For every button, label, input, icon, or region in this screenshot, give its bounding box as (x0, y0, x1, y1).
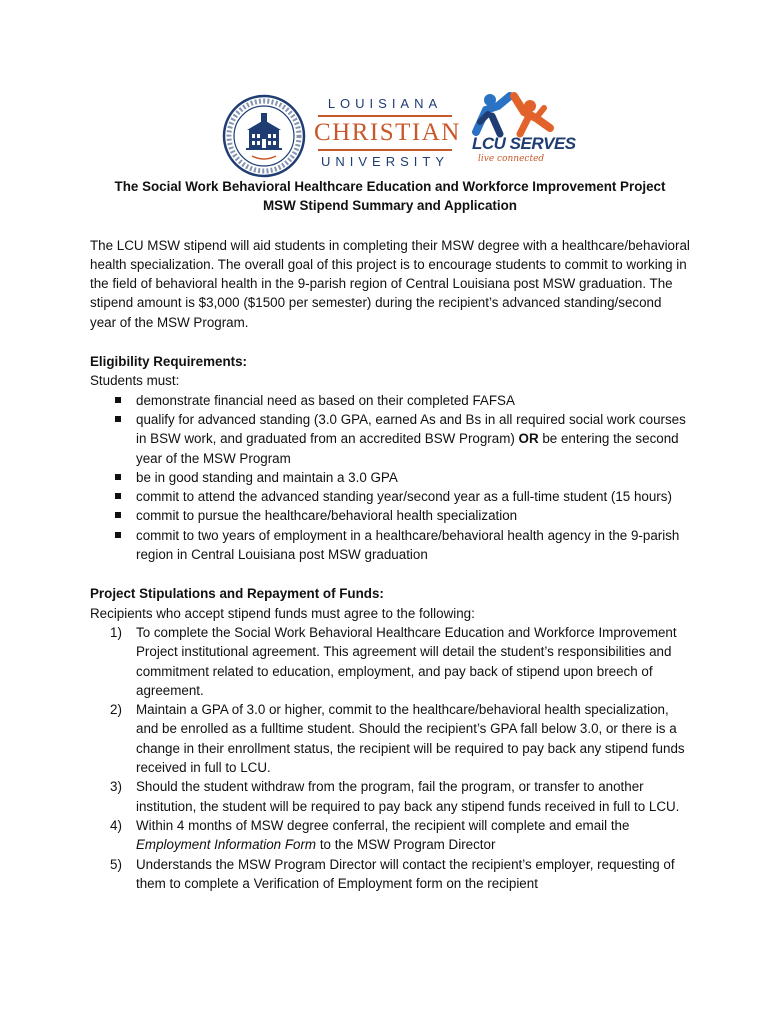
title-line-2: MSW Stipend Summary and Application (263, 198, 517, 214)
emphasis-or: OR (518, 431, 539, 447)
wordmark-christian: CHRISTIAN (314, 119, 461, 146)
stipulations-list (90, 623, 690, 893)
list-item: 3) Should the student withdraw from the program, fail the program, or transfer to another institution, the student will be required to pay back any stipend funds received in full to LCU. (110, 779, 680, 814)
wordmark-rule-bottom (318, 149, 452, 151)
item-number: 3) (110, 779, 122, 795)
university-seal-icon (222, 94, 306, 178)
university-wordmark (314, 96, 461, 170)
intro-paragraph: The LCU MSW stipend will aid students in completing their MSW degree with a healthcare/behavioral health specialization. The overall goal of this project is to encourage students to commit to working in the field of behavioral health in the 9-parish region of Central Louisiana post MSW graduation. The stipend amount is $3,000 ($1500 per semester) during the recipient’s advanced standing/second year of the MSW Program. (90, 237, 690, 330)
wordmark-university: UNIVERSITY (320, 154, 449, 169)
people-reaching-icon (470, 92, 580, 138)
list-item: 2) Maintain a GPA of 3.0 or higher, commit to the healthcare/behavioral health specialization, and be enrolled as a fulltime student. Should the recipient’s GPA fall below 3.0, or there is a change in their enrollment status, the recipient will be required to pay back any stipend funds received in full to LCU. (110, 702, 685, 776)
list-item: qualify for advanced standing (3.0 GPA, earned As and Bs in all required social work courses in BSW work, and graduated from an accredited BSW Program) OR be entering the second year of the MSW Program (136, 410, 690, 468)
list-item: demonstrate financial need as based on their completed FAFSA (136, 391, 690, 410)
lcu-serves-logo (470, 92, 580, 172)
list-item: be in good standing and maintain a 3.0 GPA (136, 468, 690, 487)
document-body (90, 177, 690, 893)
document-title (90, 177, 690, 216)
list-item: commit to attend the advanced standing year/second year as a full-time student (15 hours) (136, 487, 690, 506)
lcu-serves-tagline: live connected (478, 154, 545, 164)
employment-form-name: Employment Information Form (136, 837, 317, 853)
logo-header (222, 92, 582, 176)
list-item: 1) To complete the Social Work Behavioral Healthcare Education and Workforce Improvement Project institutional agreement. This agreement will detail the student’s responsibilities and commitment related to education, employment, and pay back of stipend upon breech of agreement. (110, 624, 677, 698)
item-number: 5) (110, 856, 122, 872)
eligibility-lead: Students must: (90, 373, 180, 389)
item-number: 1) (110, 624, 122, 640)
item-number: 2) (110, 702, 122, 718)
wordmark-rule-top (318, 115, 452, 117)
list-item: commit to pursue the healthcare/behavioral health specialization (136, 506, 690, 525)
stipulations-heading: Project Stipulations and Repayment of Funds: (90, 586, 384, 602)
title-line-1: The Social Work Behavioral Healthcare Education and Workforce Improvement Project (114, 179, 666, 194)
wordmark-louisiana: LOUISIANA (327, 96, 443, 111)
list-item: 4) Within 4 months of MSW degree conferral, the recipient will complete and email the Employment Information Form to the MSW Program Director (110, 817, 630, 853)
list-item: commit to two years of employment in a healthcare/behavioral health agency in the 9-parish region in Central Louisiana post MSW graduation (136, 526, 690, 565)
eligibility-list (90, 391, 690, 565)
list-item: 5) Understands the MSW Program Director will contact the recipient’s employer, requesting of them to complete a Verification of Employment form on the recipient (110, 856, 675, 891)
eligibility-heading: Eligibility Requirements: (90, 354, 247, 370)
stipulations-lead: Recipients who accept stipend funds must agree to the following: (90, 605, 475, 621)
item-number: 4) (110, 817, 122, 833)
lcu-serves-title: LCU SERVES (472, 134, 576, 153)
